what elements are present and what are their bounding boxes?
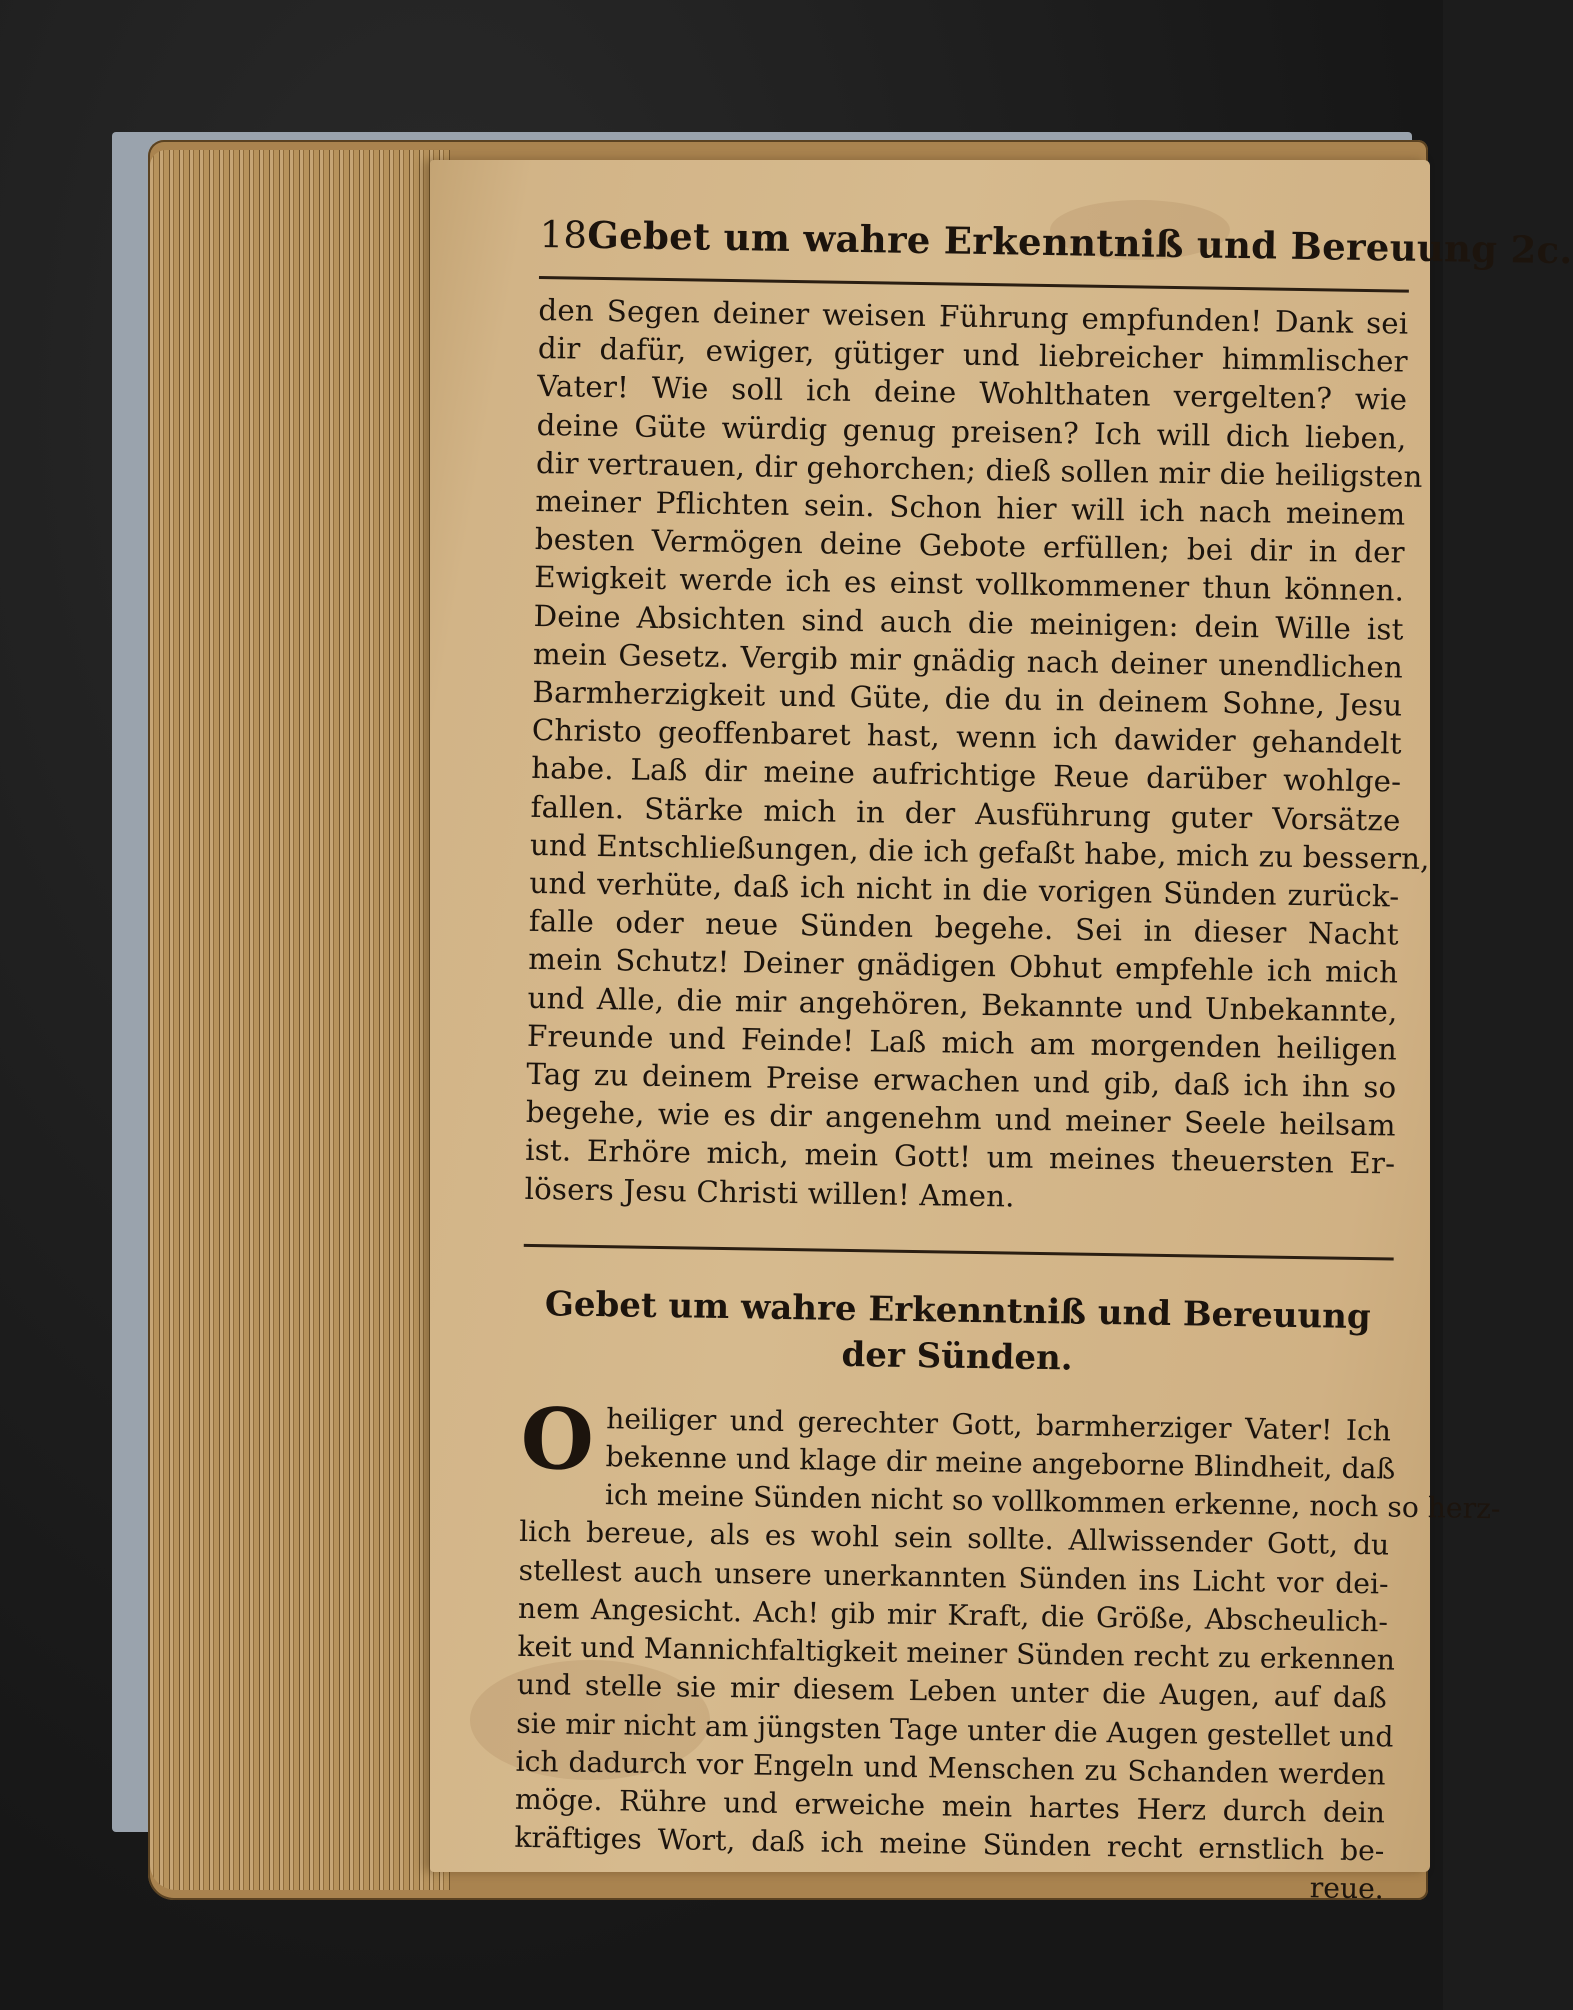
section-heading-line: Gebet um wahre Erkenntniß und Bereuung [544,1284,1372,1338]
text-line: Freunde und Feinde! Laß mich am morgenden heiligen [526,1018,1398,1067]
prayer-text [514,1388,1501,1909]
text-line: und Entschließungen, die ich gefaßt habe, mich zu bessern, [529,827,1430,876]
text-line: mein Schutz! Deiner gnädigen Obhut empfehle ich mich [527,942,1399,991]
section-heading [522,1281,1393,1387]
text-line: ich dadurch vor Engeln und Menschen zu Schanden werden [515,1744,1386,1792]
text-line: dir dafür, ewiger, gütiger und liebreicher himmlischer [537,331,1409,379]
text-line: fallen. Stärke mich in der Ausführung guter Vorsätze [530,789,1401,838]
running-title: Gebet um wahre Erkenntniß und Bereuung 2c. [586,212,1573,273]
drop-cap: O [519,1388,595,1489]
continued-prayer-text [524,291,1430,1221]
text-line: besten Vermögen deine Gebote erfüllen; bei dir in der [534,522,1406,570]
book-page [430,160,1573,1906]
text-line: habe. Laß dir meine aufrichtige Reue darüber wohlge- [530,751,1402,800]
running-head [539,212,1573,273]
header-rule [539,276,1409,293]
text-line: keit und Mannichfaltigkeit meiner Sünden recht zu erkennen [517,1629,1396,1677]
text-line: Vater! Wie soll ich deine Wohlthaten vergelten? wie [536,369,1408,418]
page-edges [150,150,450,1890]
page-content [514,212,1573,1909]
text-line: deine Güte würdig genug preisen? Ich will dich lieben, [536,407,1407,456]
text-line: möge. Rühre und erweiche mein hartes Herz durch dein [514,1782,1386,1830]
text-line: begehe, wie es dir angenehm und meiner Seele heilsam [525,1095,1397,1143]
text-line: und verhüte, daß ich nicht in die vorigen Sünden zurück- [529,865,1400,914]
text-line: sie mir nicht am jüngsten Tage unter die Augen gestellet und [516,1706,1394,1754]
text-line: Tag zu deinem Preise erwachen und gib, daß ich ihn so [526,1056,1397,1105]
text-line: Ewigkeit werde ich es einst vollkommener thun können. [533,560,1405,609]
text-line: mein Gesetz. Vergib mir gnädig nach deiner unendlichen [532,636,1404,685]
text-line: meiner Pflichten sein. Schon hier will ich nach meinem [535,483,1406,532]
text-line: nem Angesicht. Ach! gib mir Kraft, die Größe, Abscheulich- [517,1591,1389,1639]
text-line: stellest auch unsere unerkannten Sünden ins Licht vor dei- [518,1553,1389,1601]
text-line: Christo geoffenbaret hast, wenn ich dawider gehandelt [531,713,1403,761]
page-number: 18 [539,212,588,257]
section-heading-line: der Sünden. [841,1334,1073,1379]
text-line: dir vertrauen, dir gehorchen; dieß sollen mir die heiligsten [535,445,1423,494]
text-line: reue. [1309,1871,1385,1906]
text-line: heiliger und gerechter Gott, barmherziger Vater! Ich [605,1402,1392,1448]
text-line: Barmherzigkeit und Güte, die du in deinem Sohne, Jesu [532,674,1403,723]
text-line: und Alle, die mir angehören, Bekannte und Unbekannte, [527,980,1398,1029]
text-line: kräftiges Wort, daß ich meine Sünden recht ernstlich be- [514,1820,1385,1868]
text-line: Deine Absichten sind auch die meinigen: dein Wille ist [533,598,1404,647]
text-line: lösers Jesu Christi willen! Amen. [524,1171,1015,1214]
text-line: ich meine Sünden nicht so vollkommen erkenne, noch so herz- [604,1478,1501,1526]
section-divider [524,1244,1394,1261]
text-line: und stelle sie mir diesem Leben unter die Augen, auf daß [516,1668,1388,1715]
text-line: lich bereue, als es wohl sein sollte. Allwissender Gott, du [519,1515,1390,1562]
text-line: bekenne und klage dir meine angeborne Blindheit, daß [605,1440,1396,1486]
text-line: falle oder neue Sünden begehe. Sei in dieser Nacht [528,904,1400,952]
text-line: den Segen deiner weisen Führung empfunden! Dank sei [538,292,1409,341]
text-line: ist. Erhöre mich, mein Gott! um meines theuersten Er- [524,1133,1396,1182]
